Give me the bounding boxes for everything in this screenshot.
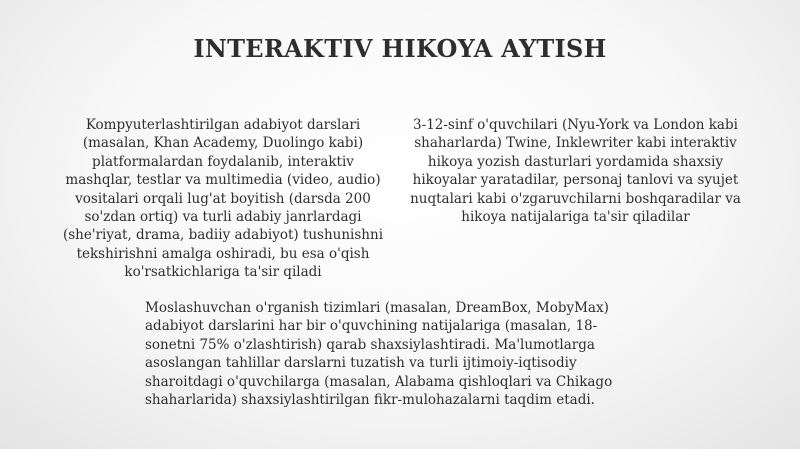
- right-text-block: 3-12-sinf o'quvchilari (Nyu-York va London kabi shaharlarda) Twine, Inklewriter kabi interaktiv hikoya yozish dasturlari yordamida shaxsiy hikoyalar yaratadilar, personaj tanlovi va syujet nuqtalari kabi o'zgaruvchilarni boshqaradilar va hikoya natijalariga ta'sir qiladilar: [410, 117, 741, 226]
- slide-title: INTERAKTIV HIKOYA AYTISH: [193, 34, 607, 63]
- left-text-block: Kompyuterlashtirilgan adabiyot darslari (masalan, Khan Academy, Duolingo kabi) platformalardan foydalanib, interaktiv mashqlar, testlar va multimedia (video, audio) vositalari orqali lug'at boyitish (darsda 200 so'zdan ortiq) va turli adabiy janrlardagi (she'riyat, drama, badiiy adabiyot) tushunishni tekshirishni amalga oshiradi, bu esa o'qish ko'rsatkichlariga ta'sir qiladi: [62, 117, 384, 281]
- bottom-text-block: Moslashuvchan o'rganish tizimlari (masalan, DreamBox, MobyMax) adabiyot darslarini har bir o'quvchining natijalariga (masalan, 18-sonetni 75% o'zlashtirish) qarab shaxsiylashtiradi. Ma'lumotlarga asoslangan tahlillar darslarni tuzatish va turli ijtimoiy-iqtisodiy sharoitdagi o'quvchilarga (masalan, Alabama qishloqlari va Chikago shaharlarida) shaxsiylashtirilgan fikr-mulohazalarni taqdim etadi.: [145, 300, 613, 409]
